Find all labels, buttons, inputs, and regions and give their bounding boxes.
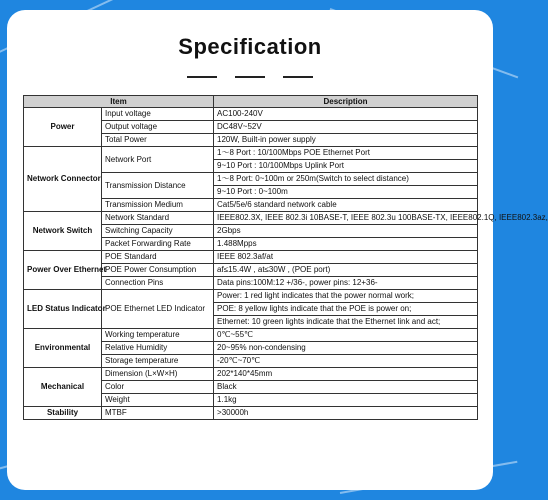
item-value: 1.1kg: [214, 394, 478, 407]
header-item: Item: [24, 96, 214, 108]
category-power: Power: [24, 108, 102, 147]
item-label: Switching Capacity: [102, 225, 214, 238]
table-row: [24, 368, 478, 381]
category-mechanical: Mechanical: [24, 368, 102, 407]
item-value: 2Gbps: [214, 225, 478, 238]
item-value: 0℃~55℃: [214, 329, 478, 342]
title-underline: [7, 76, 493, 78]
item-value: 1～8 Port: 0~100m or 250m(Switch to select distance): [214, 173, 478, 186]
item-value: 120W, Built-in power supply: [214, 134, 478, 147]
item-label: Network Standard: [102, 212, 214, 225]
item-value: Data pins:100M:12 +/36-, power pins: 12+36-: [214, 277, 478, 290]
item-value: 202*140*45mm: [214, 368, 478, 381]
underline-dash: [235, 76, 265, 78]
item-label: Connection Pins: [102, 277, 214, 290]
item-value: POE: 8 yellow lights indicate that the POE is power on;: [214, 303, 478, 316]
category-environmental: Environmental: [24, 329, 102, 368]
item-label: Transmission Medium: [102, 199, 214, 212]
item-label: Storage temperature: [102, 355, 214, 368]
item-value: 1.488Mpps: [214, 238, 478, 251]
item-label: Input voltage: [102, 108, 214, 121]
category-network-switch: Network Switch: [24, 212, 102, 251]
category-network-connector: Network Connector: [24, 147, 102, 212]
item-value: -20℃~70℃: [214, 355, 478, 368]
category-poe: Power Over Ethernet: [24, 251, 102, 290]
item-label: POE Standard: [102, 251, 214, 264]
item-label: Transmission Distance: [102, 173, 214, 199]
item-label: Packet Forwarding Rate: [102, 238, 214, 251]
underline-dash: [283, 76, 313, 78]
table-header-row: [24, 96, 478, 108]
item-label: POE Power Consumption: [102, 264, 214, 277]
spec-card: [7, 10, 548, 490]
item-value: Power: 1 red light indicates that the power normal work;: [214, 290, 478, 303]
spec-table: [23, 95, 548, 420]
item-label: Output voltage: [102, 121, 214, 134]
item-label: Dimension (L×W×H): [102, 368, 214, 381]
item-value: AC100-240V: [214, 108, 478, 121]
header-description: Description: [214, 96, 478, 108]
item-value: af≤15.4W , at≤30W , (POE port): [214, 264, 478, 277]
table-row: [24, 329, 478, 342]
category-led: LED Status Indicator: [24, 290, 102, 329]
item-value: >30000h: [214, 407, 478, 420]
item-label: POE Ethernet LED Indicator: [102, 290, 214, 329]
underline-dash: [187, 76, 217, 78]
item-value: Black: [214, 381, 478, 394]
item-value: 20~95% non-condensing: [214, 342, 478, 355]
item-label: Working temperature: [102, 329, 214, 342]
item-label: Color: [102, 381, 214, 394]
item-value: IEEE 802.3af/at: [214, 251, 478, 264]
item-value: 1～8 Port : 10/100Mbps POE Ethernet Port: [214, 147, 478, 160]
item-value: DC48V~52V: [214, 121, 478, 134]
table-row: [24, 251, 478, 264]
table-row: [24, 212, 478, 225]
item-value: Cat5/5e/6 standard network cable: [214, 199, 478, 212]
item-value: 9~10 Port : 0~100m: [214, 186, 478, 199]
item-value: IEEE802.3X, IEEE 802.3i 10BASE-T, IEEE 802.3u 100BASE-TX, IEEE802.1Q, IEEE802.3az,: [214, 212, 478, 225]
item-label: Total Power: [102, 134, 214, 147]
table-row: [24, 147, 478, 160]
page-title: Specification: [178, 34, 322, 59]
item-label: Weight: [102, 394, 214, 407]
item-label: Network Port: [102, 147, 214, 173]
item-value: Ethernet: 10 green lights indicate that the Ethernet link and act;: [214, 316, 478, 329]
item-label: MTBF: [102, 407, 214, 420]
item-value: 9~10 Port : 10/100Mbps Uplink Port: [214, 160, 478, 173]
table-row: [24, 407, 478, 420]
item-label: Relative Humidity: [102, 342, 214, 355]
table-row: [24, 108, 478, 121]
category-stability: Stability: [24, 407, 102, 420]
table-row: [24, 290, 478, 303]
